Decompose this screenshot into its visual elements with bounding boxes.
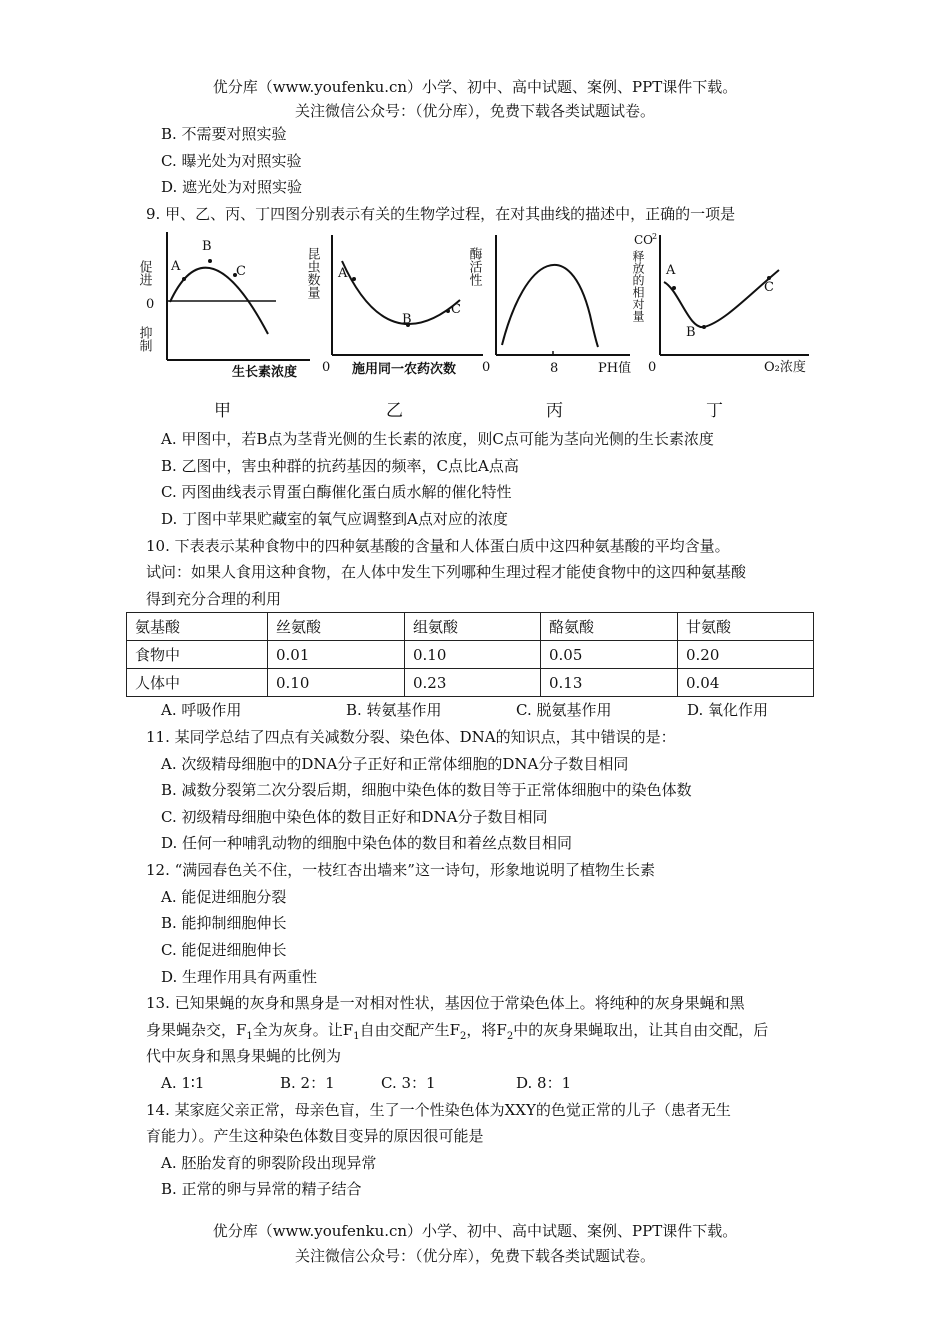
table-header-row (127, 613, 814, 641)
graph-yi-label-c: C (451, 302, 461, 317)
graph-ding-caption: 丁 (706, 401, 723, 421)
table-cell: 0.04 (678, 669, 814, 697)
graph-bing (466, 235, 640, 376)
q10-stem-1: 10. 下表表示某种食物中的四种氨基酸的含量和人体蛋白质中这四种氨基酸的平均含量。 (146, 537, 730, 555)
q12-option-a: A. 能促进细胞分裂 (161, 888, 287, 906)
graph-ding-x-label: O₂浓度 (764, 360, 806, 375)
q9-stem: 9. 甲、乙、丙、丁四图分别表示有关的生物学过程，在对其曲线的描述中，正确的一项是 (146, 205, 736, 223)
graph-ding (631, 230, 814, 375)
subscript: 1 (353, 1031, 360, 1042)
q13-option-b: B. 2：1 (280, 1074, 335, 1092)
graph-ding-label-b: B (686, 325, 696, 340)
q14-option-a: A. 胚胎发育的卵裂阶段出现异常 (161, 1154, 377, 1172)
q13-option-d: D. 8：1 (516, 1074, 572, 1092)
q14-option-b: B. 正常的卵与异常的精子结合 (161, 1180, 362, 1198)
q12-stem: 12. “满园春色关不住，一枝红杏出墙来”这一诗句，形象地说明了植物生长素 (146, 861, 655, 879)
table-cell: 0.10 (268, 669, 405, 697)
graph-ding-label-a: A (666, 263, 676, 278)
graph-jia-y-top: 促进 (136, 260, 152, 286)
graph-jia-y-zero: 0 (146, 297, 155, 312)
table-header-cell: 丝氨酸 (268, 613, 405, 641)
q14-stem-1: 14. 某家庭父亲正常，母亲色盲，生了一个性染色体为XXY的色觉正常的儿子（患者无生 (146, 1101, 731, 1119)
q12-option-b: B. 能抑制细胞伸长 (161, 914, 287, 932)
graph-bing-y-label: 酶活性 (466, 247, 482, 286)
graph-jia-label-b: B (202, 239, 212, 254)
q10-stem-3: 得到充分合理的利用 (146, 590, 282, 608)
table-header-cell: 甘氨酸 (678, 613, 814, 641)
q10-option-b: B. 转氨基作用 (346, 701, 442, 719)
table-cell: 0.13 (541, 669, 678, 697)
graph-yi-x-label: 施用同一农药次数 (352, 362, 457, 377)
graph-ding-y-label: 释放的相对量 (631, 250, 645, 322)
q8-option-d: D. 遮光处为对照实验 (161, 178, 303, 196)
subscript: 2 (506, 1031, 514, 1042)
header-line-2: 关注微信公众号：（优分库），免费下载各类试题试卷。 (294, 102, 655, 120)
header-line-1: 优分库（www.youfenku.cn）小学、初中、高中试题、案例、PPT课件下载。 (212, 78, 738, 96)
footer-line-2: 关注微信公众号：（优分库），免费下载各类试题试卷。 (294, 1247, 655, 1265)
table-cell: 0.10 (405, 641, 541, 669)
graph-yi-label-b: B (402, 312, 412, 327)
q9-option-c: C. 丙图曲线表示胃蛋白酶催化蛋白质水解的催化特性 (161, 483, 512, 501)
graph-jia-point-a (182, 277, 186, 281)
graph-yi-y-label: 昆虫数量 (304, 247, 320, 299)
graph-ding-curve (664, 270, 779, 327)
table-cell: 0.05 (541, 641, 678, 669)
q13-stem-1: 13. 已知果蝇的灰身和黑身是一对相对性状，基因位于常染色体上。将纯种的灰身果蝇和黑 (146, 994, 745, 1012)
q10-stem-2: 试问：如果人食用这种食物，在人体中发生下列哪种生理过程才能使食物中的这四种氨基酸 (146, 563, 747, 581)
graph-ding-label-c: C (764, 280, 774, 295)
graph-yi-point-a (352, 277, 356, 281)
q13-stem-2 (146, 1020, 768, 1047)
q12-option-c: C. 能促进细胞伸长 (161, 941, 287, 959)
q10-option-c: C. 脱氨基作用 (516, 701, 612, 719)
graph-ding-point-b (702, 325, 706, 329)
q11-option-d: D. 任何一种哺乳动物的细胞中染色体的数目和着丝点数目相同 (161, 834, 573, 852)
q13-stem-2-part: 全为灰身。让F (252, 1021, 354, 1039)
graph-jia-label-c: C (236, 264, 246, 279)
graph-ding-origin: 0 (648, 360, 657, 375)
graph-yi-curve (342, 261, 460, 324)
q13-option-a: A. 1∶1 (161, 1074, 205, 1092)
table-cell: 0.01 (268, 641, 405, 669)
graph-yi-caption: 乙 (386, 401, 403, 421)
q9-option-d: D. 丁图中苹果贮藏室的氧气应调整到A点对应的浓度 (161, 510, 508, 528)
graph-yi-origin: 0 (322, 360, 331, 375)
graph-bing-x-label: PH值 (598, 361, 632, 376)
q9-option-a: A. 甲图中，若B点为茎背光侧的生长素的浓度，则C点可能为茎向光侧的生长素浓度 (161, 430, 714, 448)
table-row (127, 641, 814, 669)
q12-option-d: D. 生理作用具有两重性 (161, 968, 318, 986)
q10-option-d: D. 氧化作用 (687, 701, 769, 719)
graph-jia-y-bottom: 抑制 (136, 326, 152, 352)
table-cell: 人体中 (127, 669, 268, 697)
table-header-cell: 氨基酸 (127, 613, 268, 641)
table-header-cell: 酪氨酸 (541, 613, 678, 641)
subscript: 2 (460, 1031, 467, 1042)
graph-ding-y-co: CO (634, 233, 654, 247)
table-header-cell: 组氨酸 (405, 613, 541, 641)
q10-option-a: A. 呼吸作用 (161, 701, 242, 719)
graph-ding-point-a (672, 286, 676, 290)
q13-stem-2-part: 身果蝇杂交，F (146, 1021, 247, 1039)
footer-line-1: 优分库（www.youfenku.cn）小学、初中、高中试题、案例、PPT课件下载。 (212, 1222, 738, 1240)
amino-acid-table (126, 612, 814, 697)
q8-option-b: B. 不需要对照实验 (161, 125, 287, 143)
graph-bing-origin: 0 (482, 360, 491, 375)
table-cell: 0.23 (405, 669, 541, 697)
q11-option-c: C. 初级精母细胞中染色体的数目正好和DNA分子数目相同 (161, 808, 548, 826)
q13-stem-2-part: 自由交配产生F (359, 1021, 461, 1039)
graph-ding-y-sub: 2 (652, 232, 658, 241)
graph-jia-x-label: 生长素浓度 (232, 365, 298, 380)
graph-yi (304, 235, 491, 377)
subscript: 1 (246, 1031, 253, 1042)
q11-option-b: B. 减数分裂第二次分裂后期，细胞中染色体的数目等于正常体细胞中的染色体数 (161, 781, 692, 799)
graph-jia-point-b (208, 259, 212, 263)
q13-stem-3: 代中灰身和黑身果蝇的比例为 (146, 1047, 342, 1065)
graph-bing-curve (502, 265, 598, 347)
q13-option-c: C. 3：1 (381, 1074, 436, 1092)
graph-yi-point-c (446, 309, 450, 313)
q14-stem-2: 育能力）。产生这种染色体数目变异的原因很可能是 (146, 1127, 484, 1145)
graph-jia-caption: 甲 (214, 401, 231, 421)
table-cell: 食物中 (127, 641, 268, 669)
q8-option-c: C. 曝光处为对照实验 (161, 152, 302, 170)
q11-option-a: A. 次级精母细胞中的DNA分子正好和正常体细胞的DNA分子数目相同 (161, 755, 629, 773)
graph-bing-caption: 丙 (546, 401, 563, 421)
table-cell: 0.20 (678, 641, 814, 669)
graph-bing-x-tick: 8 (550, 361, 559, 376)
graph-jia (136, 230, 315, 380)
graph-yi-label-a: A (338, 266, 348, 281)
q13-stem-2-part: ，将F (466, 1021, 507, 1039)
q9-option-b: B. 乙图中，害虫种群的抗药基因的频率，C点比A点高 (161, 457, 519, 475)
q11-stem: 11. 某同学总结了四点有关减数分裂、染色体、DNA的知识点，其中错误的是： (146, 728, 676, 746)
q13-stem-2-part: 中的灰身果蝇取出，让其自由交配，后 (513, 1021, 769, 1039)
graph-jia-label-a: A (171, 259, 181, 274)
table-row (127, 669, 814, 697)
